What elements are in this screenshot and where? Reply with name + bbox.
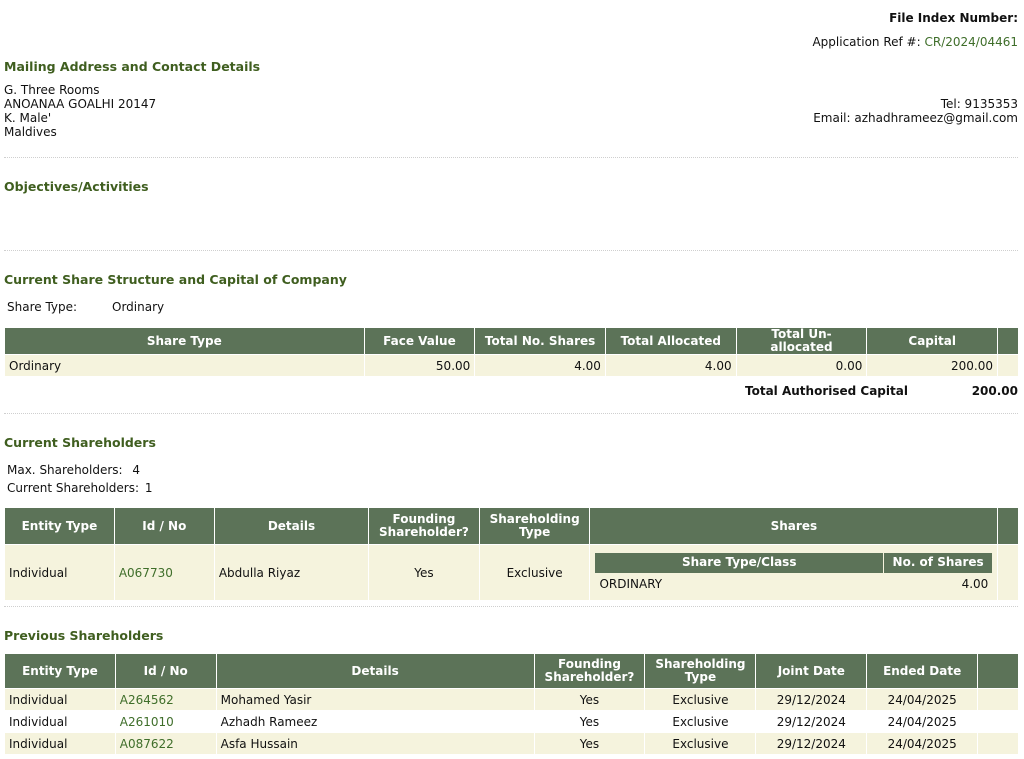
application-ref-value[interactable]: CR/2024/04461 [924, 35, 1018, 49]
shareholding-type-cell: Exclusive [645, 733, 755, 754]
objectives-section-title: Objectives/Activities [4, 179, 149, 194]
shareholding-type-cell: Exclusive [645, 711, 755, 732]
inner-column-header: Share Type/Class [595, 553, 882, 573]
column-header: Total Allocated [606, 328, 736, 354]
face-value-cell: 50.00 [365, 355, 475, 376]
shareholding-type-cell: Exclusive [645, 689, 755, 710]
current-shareholders-value: 1 [144, 481, 153, 495]
column-header: Founding Shareholder? [369, 508, 479, 544]
column-header: Joint Date [756, 654, 866, 688]
address-line: G. Three Rooms [4, 83, 100, 97]
ended-date-cell: 24/04/2025 [867, 689, 977, 710]
id-no-link[interactable]: A087622 [116, 733, 216, 754]
capital-cell: 200.00 [867, 355, 997, 376]
share-class-cell: ORDINARY [595, 574, 882, 595]
row-spacer [978, 689, 1018, 710]
section-divider [4, 157, 1018, 158]
row-spacer [978, 711, 1018, 732]
shares-inner-table [594, 552, 993, 596]
address-line: K. Male' [4, 111, 52, 125]
total-authorised-capital-label: Total Authorised Capital [745, 384, 908, 398]
row-spacer [998, 545, 1018, 600]
address-line: ANOANAA GOALHI 20147 [4, 97, 157, 111]
founding-cell: Yes [369, 545, 479, 600]
table-row [5, 733, 1018, 754]
total-shares-cell: 4.00 [475, 355, 605, 376]
column-header: Total Un-allocated [737, 328, 867, 354]
entity-type-cell: Individual [5, 711, 115, 732]
application-ref [812, 35, 1018, 49]
table-row [5, 545, 1018, 600]
address-line: Maldives [4, 125, 57, 139]
mailing-section-title: Mailing Address and Contact Details [4, 59, 261, 74]
ended-date-cell: 24/04/2025 [867, 711, 977, 732]
header-spacer [998, 328, 1018, 354]
table-row [5, 689, 1018, 710]
ended-date-cell: 24/04/2025 [867, 733, 977, 754]
current-shareholders-label: Current Shareholders: [7, 481, 140, 495]
joint-date-cell: 29/12/2024 [756, 711, 866, 732]
details-cell: Azhadh Rameez [217, 711, 534, 732]
current-shareholders-table [4, 507, 1019, 601]
telephone: Tel: 9135353 [940, 97, 1018, 111]
total-authorised-capital-value: 200.00 [971, 384, 1018, 398]
email: Email: azhadhrameez@gmail.com [813, 111, 1018, 125]
column-header: Entity Type [5, 654, 115, 688]
joint-date-cell: 29/12/2024 [756, 689, 866, 710]
entity-type-cell: Individual [5, 545, 114, 600]
details-cell: Mohamed Yasir [217, 689, 534, 710]
entity-type-cell: Individual [5, 689, 115, 710]
section-divider [4, 250, 1018, 251]
column-header: Shareholding Type [645, 654, 755, 688]
details-cell: Abdulla Riyaz [215, 545, 368, 600]
id-no-link[interactable]: A261010 [116, 711, 216, 732]
column-header: Capital [867, 328, 997, 354]
header-spacer [978, 654, 1018, 688]
id-no-link[interactable]: A067730 [115, 545, 214, 600]
column-header: Total No. Shares [475, 328, 605, 354]
contact-details [813, 97, 1018, 125]
column-header: Details [215, 508, 368, 544]
max-shareholders-value: 4 [132, 463, 141, 477]
table-row [5, 711, 1018, 732]
inner-table-row [595, 574, 992, 595]
current-shareholders-section-title: Current Shareholders [4, 435, 156, 450]
application-ref-label: Application Ref #: [812, 35, 921, 49]
column-header: Ended Date [867, 654, 977, 688]
founding-cell: Yes [535, 689, 645, 710]
section-divider [4, 606, 1018, 607]
share-type-row [7, 300, 165, 314]
max-shareholders [7, 463, 140, 477]
row-spacer [978, 733, 1018, 754]
entity-type-cell: Individual [5, 733, 115, 754]
column-header: Shares [590, 508, 997, 544]
header-spacer [998, 508, 1018, 544]
row-spacer [998, 355, 1018, 376]
column-header: Face Value [365, 328, 475, 354]
mailing-address [4, 83, 156, 139]
share-type-label: Share Type: [7, 300, 78, 314]
column-header: Id / No [116, 654, 216, 688]
id-no-link[interactable]: A264562 [116, 689, 216, 710]
column-header: Share Type [5, 328, 364, 354]
column-header: Details [217, 654, 534, 688]
total-allocated-cell: 4.00 [606, 355, 736, 376]
joint-date-cell: 29/12/2024 [756, 733, 866, 754]
shareholding-type-cell: Exclusive [480, 545, 590, 600]
share-structure-table [4, 327, 1019, 377]
section-divider [4, 413, 1018, 414]
shares-cell [590, 545, 997, 600]
details-cell: Asfa Hussain [217, 733, 534, 754]
previous-shareholders-table [4, 653, 1019, 755]
total-unallocated-cell: 0.00 [737, 355, 867, 376]
column-header: Founding Shareholder? [535, 654, 645, 688]
no-of-shares-cell: 4.00 [884, 574, 992, 595]
founding-cell: Yes [535, 733, 645, 754]
share-structure-section-title: Current Share Structure and Capital of Company [4, 272, 347, 287]
share-type-value: Ordinary [112, 300, 165, 314]
share-type-cell: Ordinary [5, 355, 364, 376]
file-index-number-label: File Index Number: [889, 11, 1018, 25]
previous-shareholders-section-title: Previous Shareholders [4, 628, 164, 643]
table-row [5, 355, 1018, 376]
max-shareholders-label: Max. Shareholders: [7, 463, 123, 477]
inner-column-header: No. of Shares [884, 553, 992, 573]
column-header: Id / No [115, 508, 214, 544]
column-header: Shareholding Type [480, 508, 590, 544]
column-header: Entity Type [5, 508, 114, 544]
current-shareholders-count [7, 481, 153, 495]
founding-cell: Yes [535, 711, 645, 732]
